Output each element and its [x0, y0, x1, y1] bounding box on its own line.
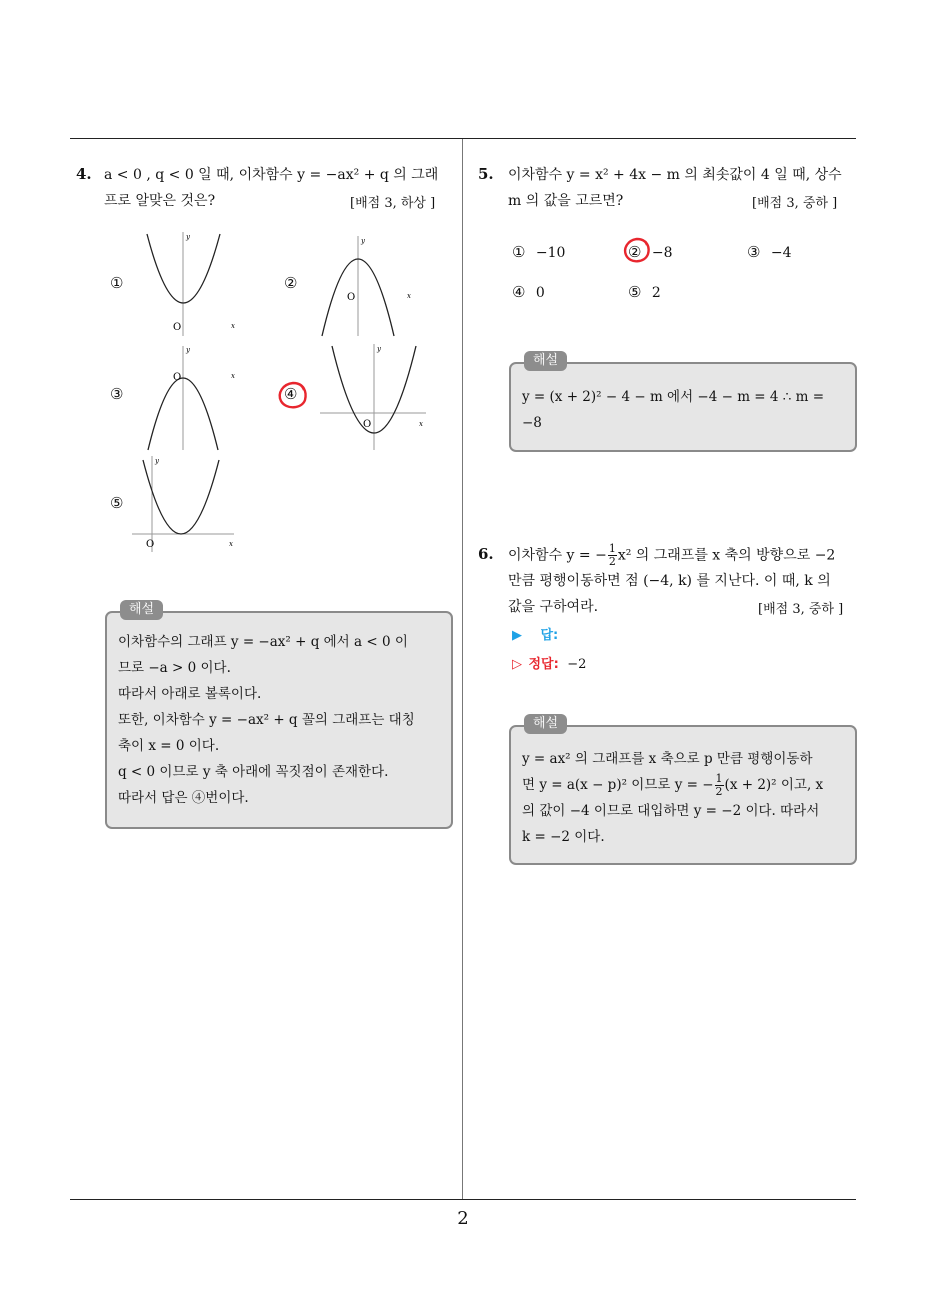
q4-stem-line1: a < 0 , q < 0 일 때, 이차함수 y = −ax² + q 의 그래	[104, 167, 439, 183]
q4-graph-1-origin: O	[173, 322, 182, 333]
answer-arrow-icon: ▶	[512, 628, 522, 643]
q5-option-2-value: −8	[651, 245, 673, 261]
q6-stem-line1-start: 이차함수 y = −	[508, 547, 607, 564]
q4-graph-1-y-label: y	[186, 233, 190, 241]
q5-option-5-value: 2	[651, 285, 661, 301]
q6-number: 6.	[478, 545, 494, 563]
q4-solution-text	[118, 629, 415, 811]
q4-solution-line: 또한, 이차함수 y = −ax² + q 꼴의 그래프는 대칭	[118, 712, 415, 728]
q4-graph-4-origin: O	[363, 419, 372, 430]
q6-solution-fraction-denominator: 2	[715, 785, 723, 798]
q4-graph-4-y-label: y	[377, 345, 381, 353]
q4-option-4-label[interactable]: ④	[284, 385, 298, 403]
q5-option-1[interactable]	[512, 243, 565, 261]
q4-graph-1-x-label: x	[231, 322, 235, 330]
q6-correct-value: −2	[567, 657, 587, 672]
q5-solution-tag: 해설	[524, 351, 567, 371]
q4-graph-4	[318, 340, 430, 454]
q6-solution-line: y = ax² 의 그래프를 x 축으로 p 만큼 평행이동하	[522, 751, 813, 767]
q6-solution-line2-start: 면 y = a(x − p)² 이므로 y = −	[522, 777, 714, 793]
q5-option-1-value: −10	[535, 245, 566, 261]
q4-graph-2	[318, 232, 423, 340]
q5-option-3-value: −4	[770, 245, 792, 261]
q6-fraction	[608, 543, 617, 568]
q6-correct-label: 정답:	[528, 657, 559, 672]
correct-arrow-icon: ▷	[512, 657, 522, 672]
q6-solution-line2-end: (x + 2)² 이고, x	[724, 777, 824, 793]
q4-solution-tag: 해설	[120, 600, 163, 620]
q6-solution-tag: 해설	[524, 714, 567, 734]
q5-solution-line: y = (x + 2)² − 4 − m 에서 −4 − m = 4 ∴ m =	[522, 389, 825, 405]
q4-graph-3	[140, 342, 245, 452]
q4-graph-5	[130, 454, 242, 554]
q5-option-4[interactable]	[512, 283, 545, 301]
q4-solution-line: 따라서 답은 ④번이다.	[118, 790, 249, 806]
q4-meta: [배점 3, 하상 ]	[350, 196, 436, 211]
top-rule	[70, 138, 856, 139]
q4-solution-line: 축이 x = 0 이다.	[118, 738, 220, 754]
q4-number: 4.	[76, 165, 92, 183]
q5-option-5[interactable]	[628, 283, 661, 301]
q5-option-4-value: 0	[535, 285, 545, 301]
q4-graph-5-y-label: y	[155, 457, 159, 465]
q4-graph-5-origin: O	[146, 539, 155, 550]
q4-stem-line2: 프로 알맞은 것은?	[104, 193, 216, 209]
q4-option-3-label[interactable]: ③	[110, 385, 124, 403]
q4-answer-circle	[276, 380, 310, 412]
q5-stem-line2: m 의 값을 고르면?	[508, 193, 624, 209]
q5-option-3[interactable]	[747, 243, 792, 261]
q5-option-5-mark: ⑤	[628, 283, 642, 301]
q5-option-2-mark: ②	[628, 243, 642, 261]
q5-option-3-mark: ③	[747, 243, 761, 261]
q4-graph-2-y-label: y	[361, 237, 365, 245]
page-number: 2	[457, 1208, 469, 1229]
q5-option-1-mark: ①	[512, 243, 526, 261]
q6-correct-answer-row	[512, 653, 586, 672]
q4-graph-1	[140, 228, 245, 338]
q6-stem-line1-end: x² 의 그래프를 x 축의 방향으로 −2	[617, 547, 836, 564]
q4-graph-3-origin: O	[173, 372, 182, 383]
q6-stem-line2: 만큼 평행이동하면 점 (−4, k) 를 지난다. 이 때, k 의	[508, 573, 831, 589]
q4-graph-2-origin: O	[347, 292, 356, 303]
q4-graph-3-x-label: x	[231, 372, 235, 380]
q6-fraction-denominator: 2	[608, 555, 616, 568]
q5-option-4-mark: ④	[512, 283, 526, 301]
q4-graph-3-y-label: y	[186, 346, 190, 354]
q6-answer-label: 답:	[540, 628, 559, 643]
q5-number: 5.	[478, 165, 494, 183]
bottom-rule	[70, 1199, 856, 1200]
column-divider	[462, 139, 463, 1200]
q4-solution-line: 이차함수의 그래프 y = −ax² + q 에서 a < 0 이	[118, 634, 408, 650]
q6-solution-fraction-numerator: 1	[715, 772, 723, 785]
q6-solution-fraction	[715, 773, 724, 798]
q6-stem-line1	[508, 543, 835, 568]
q6-fraction-numerator: 1	[608, 542, 616, 555]
q4-solution-line: 따라서 아래로 볼록이다.	[118, 686, 262, 702]
q6-solution-line: k = −2 이다.	[522, 829, 605, 845]
q4-option-5-label[interactable]: ⑤	[110, 494, 124, 512]
q6-meta: [배점 3, 중하 ]	[758, 602, 844, 617]
q4-graph-2-x-label: x	[407, 292, 411, 300]
q5-solution-line: −8	[522, 415, 542, 431]
q4-solution-line: 므로 −a > 0 이다.	[118, 660, 231, 676]
q4-solution-line: q < 0 이므로 y 축 아래에 꼭짓점이 존재한다.	[118, 764, 389, 780]
q5-stem-line1: 이차함수 y = x² + 4x − m 의 최솟값이 4 일 때, 상수	[508, 167, 842, 183]
q5-solution-text	[522, 384, 824, 436]
q6-stem-line3: 값을 구하여라.	[508, 599, 599, 615]
q5-meta: [배점 3, 중하 ]	[752, 196, 838, 211]
q6-answer-row[interactable]	[512, 624, 558, 643]
q6-solution-line: 의 값이 −4 이므로 대입하면 y = −2 이다. 따라서	[522, 803, 820, 819]
q4-option-1-label[interactable]: ①	[110, 274, 124, 292]
q6-solution-line	[522, 772, 823, 798]
q4-graph-5-x-label: x	[229, 540, 233, 548]
q6-solution-text	[522, 746, 823, 850]
q5-answer-circle	[621, 236, 653, 266]
q4-graph-4-x-label: x	[419, 420, 423, 428]
q4-option-2-label[interactable]: ②	[284, 274, 298, 292]
